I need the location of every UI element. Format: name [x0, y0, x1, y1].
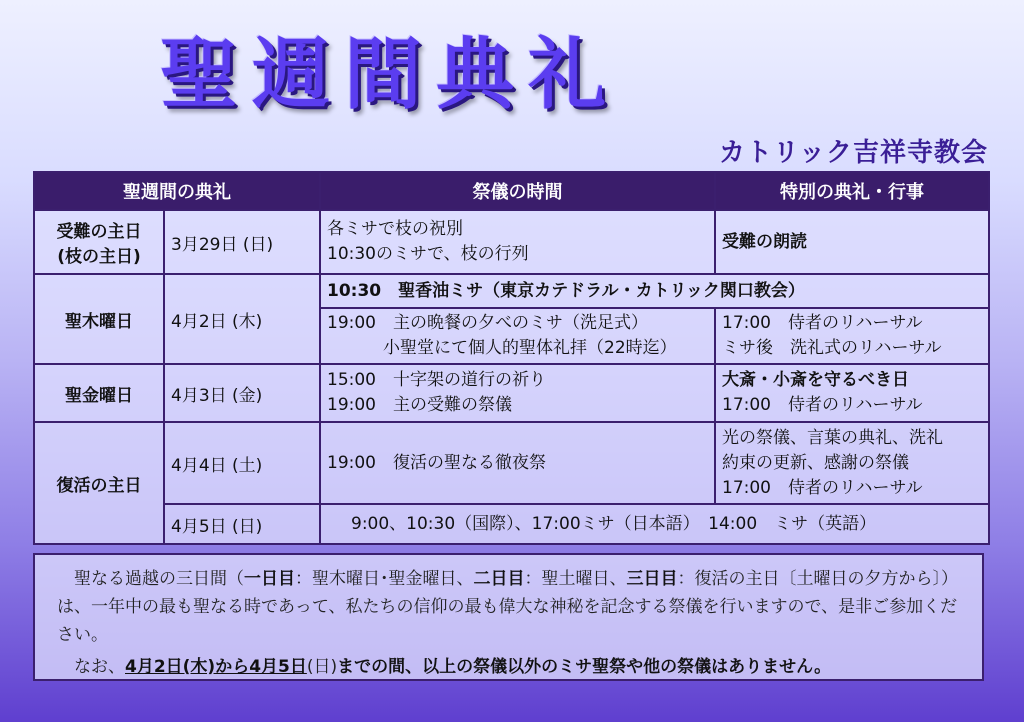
special-cell: [715, 422, 989, 504]
mass-cell-chrism: 10:30 聖香油ミサ（東京カテドラル・カトリック関口教会）: [320, 274, 989, 308]
day-cell: 復活の主日: [34, 422, 164, 544]
special-cell: 受難の朗読: [715, 210, 989, 274]
special-line: 光の祭儀、言葉の典礼、洗礼: [722, 427, 943, 448]
special-line: 17:00 侍者のリハーサル: [722, 395, 923, 415]
table-header-row: [34, 172, 989, 210]
header-liturgy: 聖週間の典礼: [34, 172, 320, 210]
special-line: 17:00 侍者のリハーサル: [722, 477, 923, 498]
day-sublabel: (枝の主日): [57, 247, 141, 267]
mass-cell: 19:00 復活の聖なる徹夜祭: [320, 422, 715, 504]
notice-emphasis: までの間、以上の祭儀以外のミサ聖祭や他の祭儀はありません。: [337, 657, 832, 677]
table-row-holy-thursday: [34, 274, 989, 308]
date-cell: 4月5日 (日): [164, 504, 320, 544]
special-line: 17:00 侍者のリハーサル: [722, 313, 923, 333]
page-title: 聖週間典礼: [160, 30, 621, 120]
special-line: ミサ後 洗礼式のリハーサル: [722, 338, 942, 358]
mass-line: 各ミサで枝の祝別: [327, 219, 463, 239]
table-row-good-friday: [34, 364, 989, 422]
notice-text: なお、: [74, 657, 125, 677]
day-cell: 聖金曜日: [34, 364, 164, 422]
notice-emphasis: 二日目: [473, 569, 525, 589]
day-cell: [34, 210, 164, 274]
notice-paragraph: [57, 653, 962, 681]
date-cell: 4月4日 (土): [164, 422, 320, 504]
date-cell: 4月3日 (金): [164, 364, 320, 422]
special-line: 約束の更新、感謝の祭儀: [722, 452, 909, 473]
table-row-easter-vigil: [34, 422, 989, 504]
special-cell: [715, 364, 989, 422]
notice-text: ：聖土曜日、: [524, 569, 627, 589]
date-cell: 4月2日 (木): [164, 274, 320, 364]
mass-line: 10:30のミサで、枝の行列: [327, 244, 529, 264]
special-cell: [715, 308, 989, 364]
mass-cell: [320, 308, 715, 364]
notice-text: (日): [306, 657, 338, 677]
church-name: カトリック吉祥寺教会: [719, 138, 988, 168]
notice-box: [33, 553, 984, 681]
notice-date-range: 4月2日(木)から4月5日: [125, 657, 307, 677]
notice-text: ：復活の主日〔土曜日の夕方から〕）は、一年中の最も聖なる時であって、私たちの信仰の最も偉大な神秘を記念する祭儀を行いますので、是非ご参加ください。: [57, 569, 958, 645]
mass-cell: [320, 364, 715, 422]
notice-emphasis: 三日目: [626, 569, 678, 589]
day-label: 受難の主日: [56, 222, 142, 242]
mass-line: 19:00 主の晩餐の夕べのミサ（洗足式）: [327, 313, 648, 333]
mass-cell: [320, 210, 715, 274]
mass-line: 15:00 十字架の道行の祈り: [327, 370, 546, 390]
schedule-table: [33, 171, 990, 545]
notice-text: ：聖木曜日･聖金曜日、: [295, 569, 474, 589]
special-line: 大斎・小斎を守るべき日: [722, 370, 909, 390]
notice-paragraph: [57, 565, 962, 649]
table-row-easter-sunday: [34, 504, 989, 544]
header-special: 特別の典礼・行事: [715, 172, 989, 210]
notice-text: 聖なる過越の三日間（: [74, 569, 244, 589]
mass-line: 小聖堂にて個人的聖体礼拝（22時迄）: [383, 338, 677, 358]
mass-cell: 9:00、10:30（国際）、17:00ミサ（日本語） 14:00 ミサ（英語）: [320, 504, 989, 544]
notice-emphasis: 一日目: [244, 569, 295, 589]
date-cell: 3月29日 (日): [164, 210, 320, 274]
day-cell: 聖木曜日: [34, 274, 164, 364]
mass-line: 19:00 主の受難の祭儀: [327, 395, 512, 415]
table-row-palm-sunday: [34, 210, 989, 274]
header-times: 祭儀の時間: [320, 172, 715, 210]
